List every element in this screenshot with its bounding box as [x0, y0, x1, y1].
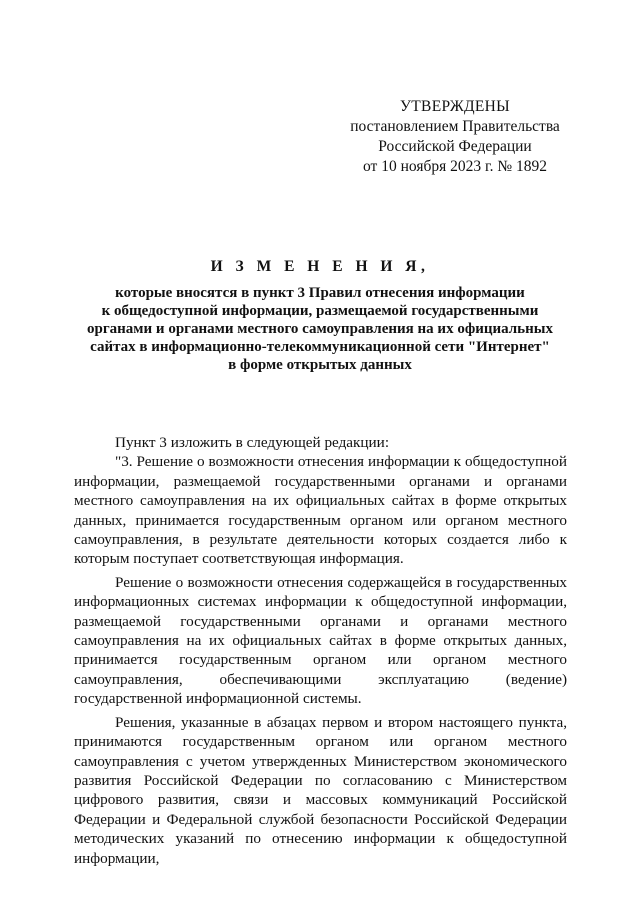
- approval-stamp: [330, 97, 580, 177]
- heading-line-1: которые вносятся в пункт 3 Правил отнесения информации: [115, 285, 525, 301]
- approval-title: УТВЕРЖДЕНЫ: [400, 98, 510, 115]
- approval-line-date: от 10 ноября 2023 г. № 1892: [363, 158, 547, 175]
- heading-line-5: в форме открытых данных: [228, 357, 412, 373]
- approval-line-federation: Российской Федерации: [378, 138, 532, 155]
- heading-line-3: органами и органами местного самоуправления на их официальных: [87, 321, 553, 337]
- paragraph-3: Решения, указанные в абзацах первом и втором настоящего пункта, принимаются государственным органом или органом местного самоуправления с учетом утвержденных Министерством экономического развития Российской Федерации по согласованию с Министерством цифрового развития, связи и массовых коммуникаций Российской Федерации и Федеральной службой безопасности Российской Федерации методических указаний по отнесению информации к общедоступной информации,: [74, 713, 567, 867]
- approval-line-decree: постановлением Правительства: [350, 118, 560, 135]
- document-heading: [70, 258, 570, 374]
- heading-line-4: сайтах в информационно-телекоммуникационной сети "Интернет": [90, 339, 550, 355]
- paragraph-1: "3. Решение о возможности отнесения информации к общедоступной информации, размещаемой государственными органами и органами местного самоуправления на их официальных сайтах в форме открытых данных, принимается государственным органом или органом местного самоуправления, в результате деятельности которых создается либо к которым поступает соответствующая информация.: [74, 453, 567, 568]
- paragraph-intro: Пункт 3 изложить в следующей редакции:: [115, 434, 390, 451]
- heading-line-2: к общедоступной информации, размещаемой государственными: [101, 303, 539, 319]
- heading-title: И З М Е Н Е Н И Я,: [210, 258, 430, 275]
- paragraph-2: Решение о возможности отнесения содержащейся в государственных информационных системах информации к общедоступной информации, размещаемой государственными органами и органами местного самоуправления на их официальных сайтах в форме открытых данных, принимается государственным органом или органом местного самоуправления, обеспечивающими эксплуатацию (ведение) государственной информационной системы.: [74, 573, 567, 708]
- document-body: [74, 433, 567, 868]
